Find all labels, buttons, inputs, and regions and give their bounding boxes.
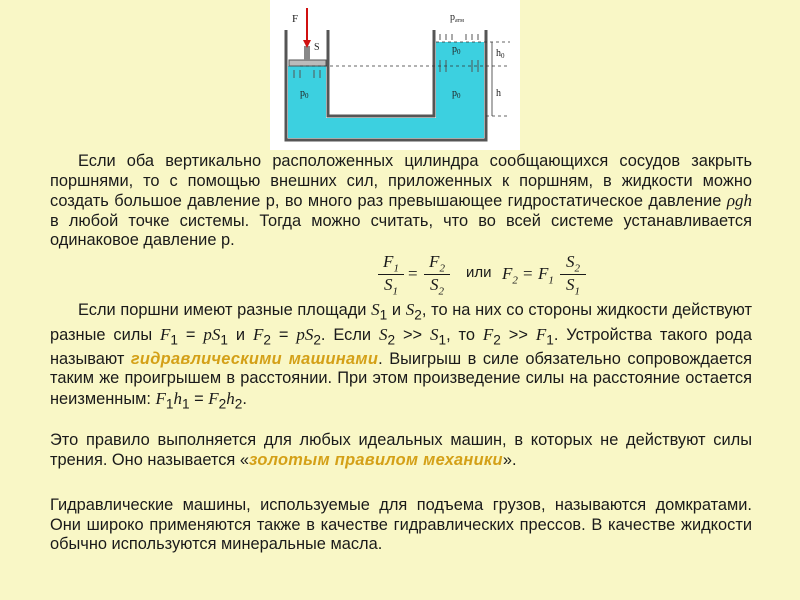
h0-label: $h_0$ xyxy=(496,48,505,60)
p0-right-lower-label: $p_0$ xyxy=(452,88,461,100)
p1-text2: в любой точке системы. Тогда можно считать, что во всей системе устанавливается одинаковое давление p. xyxy=(50,211,752,250)
f1-symbol: $F_1$ xyxy=(538,264,554,287)
fraction-s2-s1: $\frac{S_2}{S_1}$ xyxy=(560,252,586,298)
vessel-inner-wall xyxy=(328,30,434,116)
paragraph-pistons-pressure xyxy=(50,152,752,251)
term-hydraulic-machines: гидравлическими машинами xyxy=(130,349,379,368)
p0-left-label: $p_0$ xyxy=(300,88,309,100)
liquid-right-column xyxy=(436,42,484,138)
p1-text: Если оба вертикально расположенных цилиндра сообщающихся сосудов закрыть поршнями, то с помощью внешних сил, приложенных к поршням, в жидкости можно создать большое давление p, во много раз превышающее гидростатическое давление xyxy=(50,152,752,211)
paragraph-golden-rule: Это правило выполняется для любых идеальных машин, в которых не действуют силы трения. Оно называется «золотым правилом механики». xyxy=(50,431,752,469)
fraction-f2-s2: $\frac{F_2}{S_2}$ xyxy=(424,252,450,298)
left-piston-rod xyxy=(304,46,310,60)
left-piston xyxy=(289,60,326,66)
paragraph-jacks-presses: Гидравлические машины, используемые для подъема грузов, называются домкратами. Они широко применяются также в качестве гидравлических прессов. В качестве жидкости обычно используются минеральные масла. xyxy=(50,496,752,554)
term-golden-rule: золотым правилом механики xyxy=(248,450,503,469)
communicating-vessels-figure xyxy=(270,0,520,150)
rho-gh: ρgh xyxy=(726,191,752,211)
p0-right-label: $p_0$ xyxy=(452,44,461,56)
fraction-f1-s1: $\frac{F_1}{S_1}$ xyxy=(378,252,404,298)
or-word: или xyxy=(466,264,492,281)
force-label: F xyxy=(292,13,299,25)
equals-sign-1: = xyxy=(408,264,418,283)
p-atm-label: $p_{атм}$ xyxy=(450,12,464,24)
f2-symbol: $F_2$ xyxy=(502,264,518,287)
piston-area-label: S xyxy=(314,42,320,53)
equals-sign-2: = xyxy=(523,264,533,283)
paragraph-hydraulic-machines: Если поршни имеют разные площади $S_1$ и $S_2$, то на них со стороны жидкости действуют разные силы $F_1 = pS_1$ и $F_2 = pS_2$. Если $S_2 >> S_1$, то $F_2 >> F_1$. Устройства такого рода называют гидравлическими машинами. Выигрыш в силе обязательно сопровождается таким же проигрышем в расстоянии. При этом произведение силы на расстояние остается неизменным: $F_1h_1 = F_2h_2$. xyxy=(50,300,753,412)
h-label: h xyxy=(496,88,501,99)
